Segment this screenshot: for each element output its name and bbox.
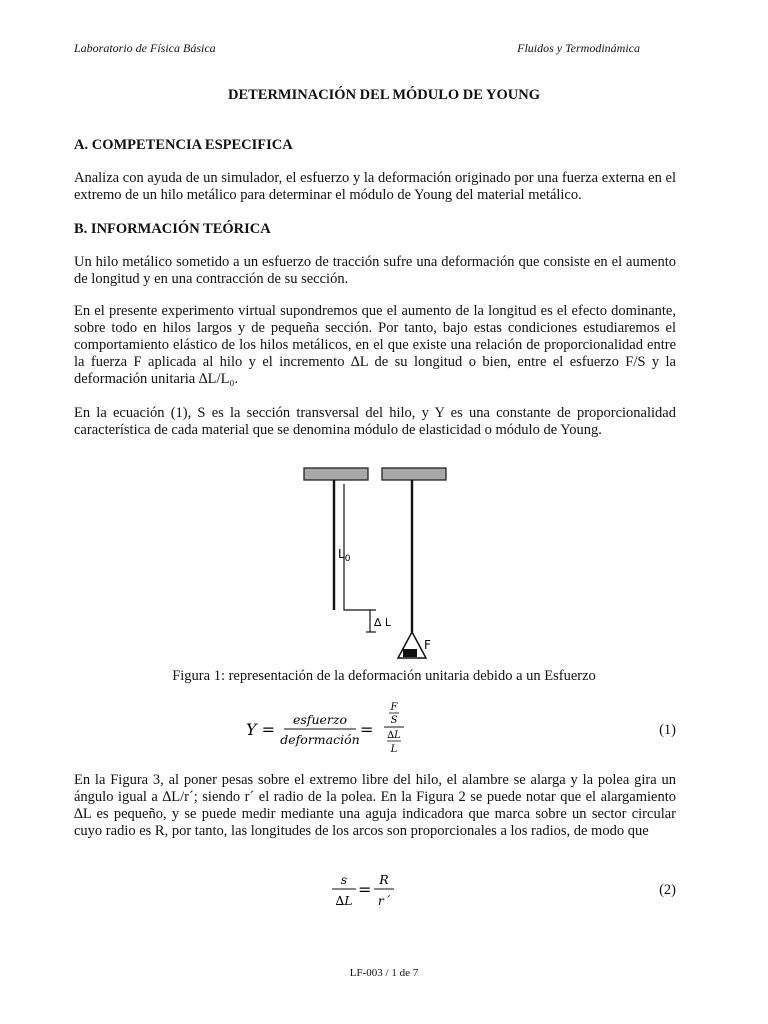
eq1-f: F [390, 702, 398, 713]
equation-2 [326, 866, 406, 914]
weight-block [403, 649, 417, 657]
eq1-s: S [390, 715, 398, 726]
eq1-l: L [390, 744, 398, 755]
page-title: DETERMINACIÓN DEL MÓDULO DE YOUNG [227, 87, 541, 103]
eq2-s: s [340, 872, 348, 887]
section-b-paragraph-2: En el presente experimento virtual supondremos que el aumento de la longitud es el efecto dominante, sobre todo en hilos largos y de pequeña sección. Por tanto, bajo estas condiciones estudiaremos el comportamiento elástico de los hilos metálicos, en el que existe una relación de proporcionalidad entre la fuerza F aplicada al hilo y el incremento ∆L de su longitud o bien, entre el esfuerzo F/S y la deformación unitaria ∆L/L₀. [74, 303, 676, 387]
label-l0: $L_0$ [338, 547, 351, 564]
paragraph-4: En la Figura 3, al poner pesas sobre el extremo libre del hilo, el alambre se alarga y la polea gira un ángulo igual a ∆L/r´; siendo r´ el radio de la polea. En la Figura 2 se puede notar que el alargamiento ∆L es pequeño, y se puede medir mediante una aguja indicadora que marca sobre un sector circular cuyo radio es R, por tanto, las longitudes de los arcos son proporcionales a los radios, de modo que [74, 772, 676, 839]
eq2-delta-l: ∆L [335, 893, 353, 908]
eq2-equals: = [358, 880, 372, 899]
left-support [304, 468, 368, 480]
section-b-heading: B. INFORMACIÓN TEÓRICA [74, 221, 271, 237]
eq1-numerator: esfuerzo [293, 712, 347, 727]
page-footer: LF-003 / 1 de 7 [349, 967, 419, 979]
eq2-r: R [379, 872, 389, 887]
section-b-paragraph-1: Un hilo metálico sometido a un esfuerzo de tracción sufre una deformación que consiste en el aumento de longitud y en una contracción de su sección. [74, 254, 676, 287]
eq1-denominator: deformación [280, 732, 360, 747]
figure-1-caption: Figura 1: representación de la deformación unitaria debido a un Esfuerzo [172, 668, 596, 684]
l0-dimension-line [344, 484, 376, 610]
eq2-r-prime: r´ [377, 893, 391, 908]
figure-1-diagram [296, 462, 456, 670]
header-left: Laboratorio de Física Básica [74, 41, 216, 55]
right-support [382, 468, 446, 480]
equation-2-number: (2) [659, 882, 676, 898]
section-a-text: Analiza con ayuda de un simulador, el esfuerzo y la deformación originado por una fuerza externa en el extremo de un hilo metálico para determinar el módulo de Young del material metálico. [74, 170, 676, 203]
label-delta-l: ∆ L [374, 616, 391, 629]
equation-1-number: (1) [659, 722, 676, 738]
eq1-equals: = [360, 720, 374, 739]
section-a-heading: A. COMPETENCIA ESPECIFICA [74, 137, 293, 153]
header-right: Fluidos y Termodinámica [517, 41, 640, 55]
section-b-paragraph-3: En la ecuación (1), S es la sección transversal del hilo, y Y es una constante de proporcionalidad característica de cada material que se denomina módulo de elasticidad o módulo de Young. [74, 405, 676, 438]
equation-1 [240, 698, 450, 762]
eq1-lhs: Y = [246, 720, 276, 739]
eq1-delta-l: ∆L [387, 730, 401, 741]
label-force: F [424, 638, 431, 652]
